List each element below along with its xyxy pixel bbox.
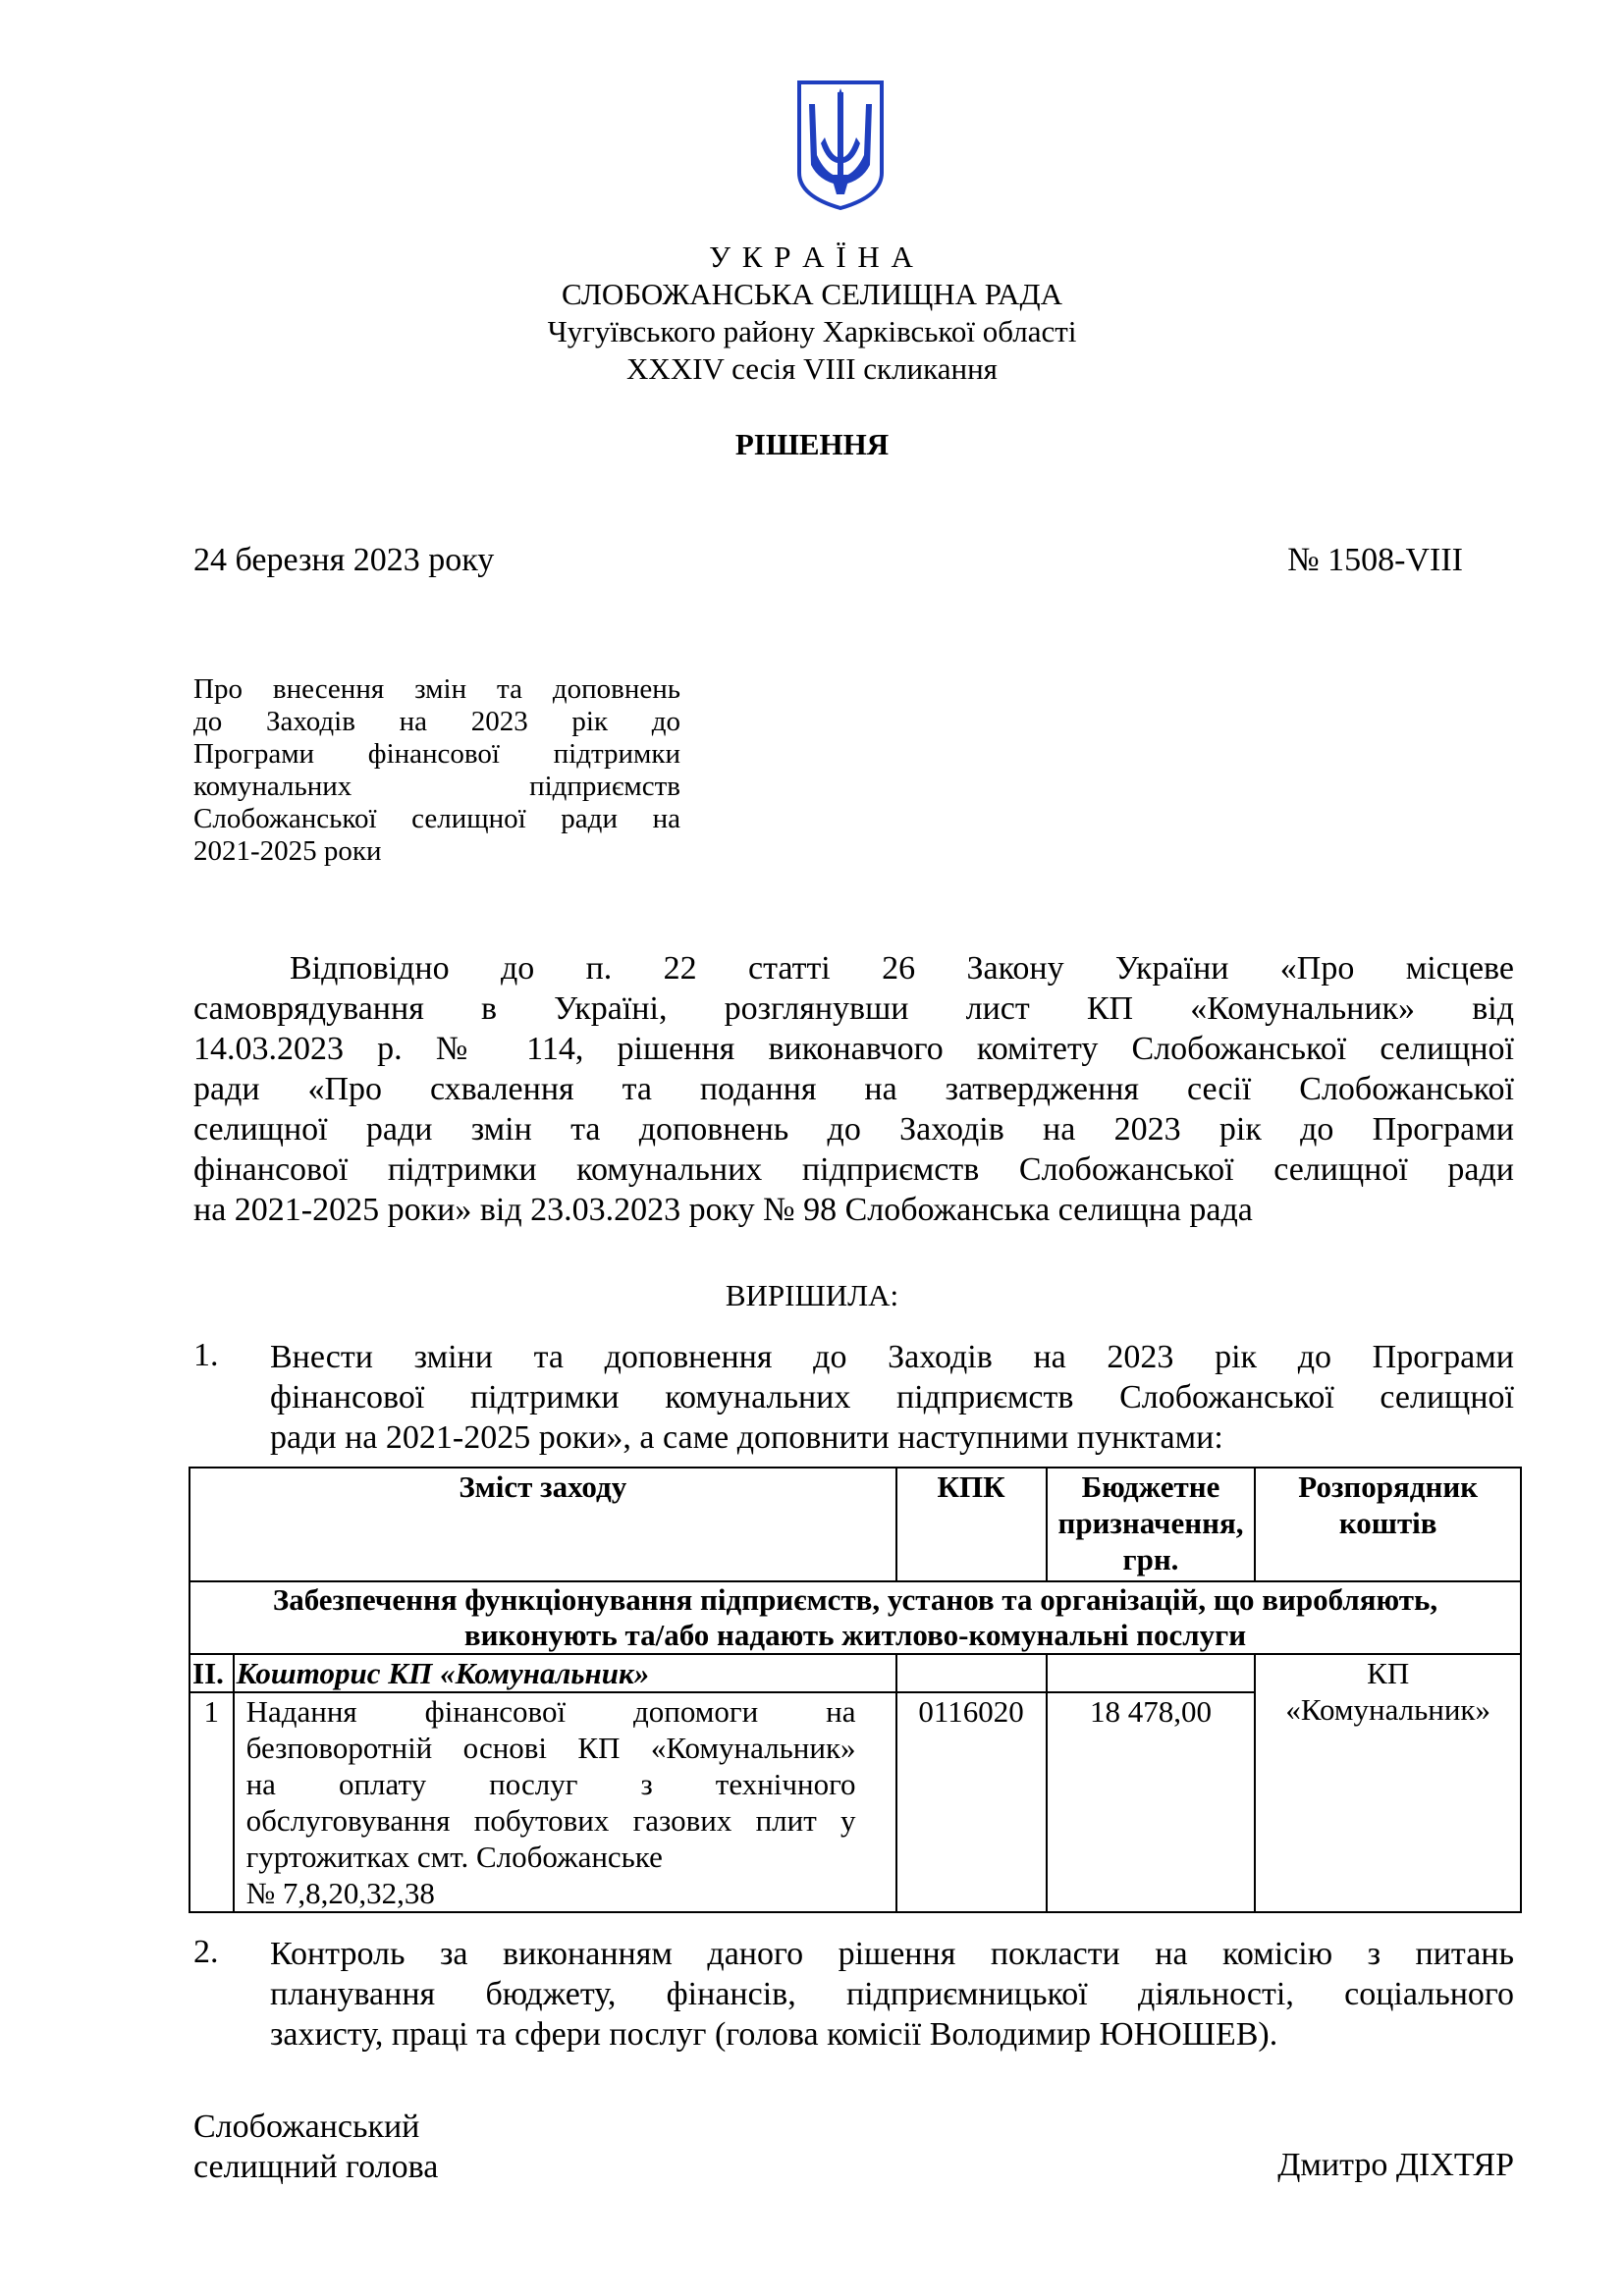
subject-line: Слобожанської селищної ради на [193,803,680,834]
header-manager: Розпорядник коштів [1255,1468,1521,1581]
decided-heading: ВИРІШИЛА: [725,1278,899,1312]
preamble-line: Відповідно до п. 22 статті 26 Закону України «Про місцеве [290,950,1514,987]
subsection-number: ІІ. [189,1654,234,1692]
row-content-line: обслуговування побутових газових плит у [245,1803,856,1838]
manager-line: «Комунальник» [1285,1692,1490,1727]
subject-line: комунальних підприємств [193,771,680,802]
subject-line: Програми фінансової підтримки [193,738,680,770]
row-content-line: на оплату послуг з технічного [245,1767,856,1801]
signatory-title [193,2107,438,2187]
subject-line: Про внесення змін та доповнень [193,673,680,705]
district-name: Чугуївського району Харківської області [547,314,1077,348]
item-line: Контроль за виконанням даного рішення покласти на комісію з питань [270,1936,1514,1972]
signatory-title-line: Слобожанський [193,2109,420,2145]
empty-cell [896,1654,1047,1692]
item-line: Внести зміни та доповнення до Заходів на 2023 рік до Програми [270,1339,1514,1375]
signatory-name: Дмитро ДІХТЯР [1277,2147,1514,2183]
item-number: 2. [193,1934,219,1970]
session-info: XXXIV сесія VIII скликання [626,351,998,386]
signatory-title-line: селищний голова [193,2149,439,2185]
preamble-line: на 2021-2025 роки» від 23.03.2023 року № 98 Слобожанська селищна рада [193,1192,1253,1228]
item-text [270,1934,1514,2055]
item-line: ради на 2021-2025 роки», а саме доповнити наступними пунктами: [270,1419,1223,1456]
table-section-row [189,1581,1521,1654]
decision-number: № 1508-VIII [1287,542,1463,578]
item-line: фінансової підтримки комунальних підприємств Слобожанської селищної [270,1379,1514,1415]
row-content-line: № 7,8,20,32,38 [245,1876,435,1910]
row-content [234,1692,896,1912]
table-subsection-row [189,1654,1521,1692]
item-number: 1. [193,1337,219,1373]
preamble-line: фінансової підтримки комунальних підприємств Слобожанської селищної ради [193,1151,1514,1188]
document-type: РІШЕННЯ [734,427,890,461]
measures-table [189,1467,1522,1913]
row-kpk: 0116020 [896,1692,1047,1912]
preamble-line: ради «Про схвалення та подання на затвердження сесії Слобожанської [193,1071,1514,1107]
coat-of-arms-icon [795,79,886,212]
subject-line: до Заходів на 2023 рік до [193,706,680,737]
table-header-row [189,1468,1521,1581]
row-amount: 18 478,00 [1047,1692,1256,1912]
row-content-line: Надання фінансової допомоги на [245,1694,856,1729]
preamble [193,948,1514,1230]
manager-line: КП [1367,1656,1410,1690]
decision-date: 24 березня 2023 року [193,542,495,578]
preamble-line: самоврядування в Україні, розглянувши лист КП «Комунальник» від [193,990,1514,1027]
row-content-line: безповоротній основі КП «Комунальник» [245,1731,856,1765]
subsection-title: Кошторис КП «Комунальник» [234,1654,896,1692]
header-budget: Бюджетне призначення, грн. [1047,1468,1256,1581]
manager-cell [1255,1654,1521,1912]
empty-cell [1047,1654,1256,1692]
country-name: У К Р А Ї Н А [709,240,915,274]
header-kpk: КПК [896,1468,1047,1581]
preamble-line: селищної ради змін та доповнень до Заходів на 2023 рік до Програми [193,1111,1514,1148]
row-number: 1 [189,1692,234,1912]
header-content: Зміст заходу [189,1468,896,1581]
council-name: СЛОБОЖАНСЬКА СЕЛИЩНА РАДА [562,277,1062,311]
decision-subject [193,673,680,868]
section-title: Забезпечення функціонування підприємств, установ та організацій, що виробляють, виконують та/або надають житлово-комунальні послуги [189,1581,1521,1654]
preamble-line: 14.03.2023 р. № 114, рішення виконавчого комітету Слобожанської селищної [193,1031,1514,1067]
item-line: планування бюджету, фінансів, підприємницької діяльності, соціального [270,1976,1514,2012]
item-text [270,1337,1514,1458]
item-line: захисту, праці та сфери послуг (голова комісії Володимир ЮНОШЕВ). [270,2016,1278,2053]
subject-line: 2021-2025 роки [193,835,382,867]
row-content-line: гуртожитках смт. Слобожанське [245,1840,663,1874]
